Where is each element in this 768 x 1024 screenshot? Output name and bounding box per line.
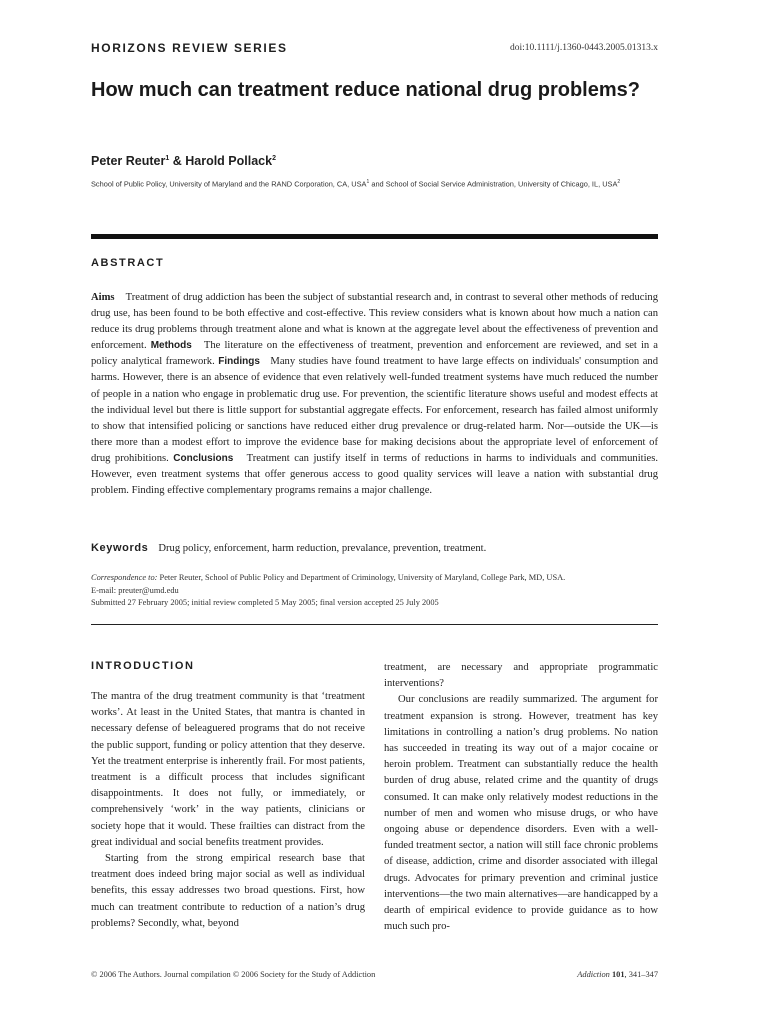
affiliation-marker: 1 bbox=[165, 154, 170, 162]
abstract-label-methods: Methods bbox=[150, 340, 192, 352]
abstract-heading: ABSTRACT bbox=[91, 257, 165, 269]
page-footer bbox=[91, 970, 658, 982]
copyright-notice: © 2006 The Authors. Journal compilation © 2006 Society for the Study of Addiction bbox=[91, 970, 376, 979]
correspondence-text: Peter Reuter, School of Public Policy and Department of Criminology, University of Maryland, College Park, MD, USA. bbox=[159, 573, 566, 582]
body-paragraph: Our conclusions are readily summarized. The argument for treatment expansion is strong. However, treatment has key limitations in controlling a nation’s drug problems. No nation has succeeded in treating its way out of a major cocaine or heroin problem. Treatment can substantially reduce the health burden of drug abuse, related crime and the quantity of drugs consumed. It can make only relatively modest reductions in the number of men and women who misuse drugs, or who have ongoing abuse or dependence disorders. Even with a well-funded treatment sector, a nation will still face chronic problems of disease, addiction, crime and disorder associated with illegal drugs. Advocates for primary prevention and criminal justice interventions—the two main alternatives—are handicapped by a dearth of empirical evidence to provide guidance as to how much such pro- bbox=[384, 694, 658, 933]
abstract-label-findings: Findings bbox=[218, 356, 260, 368]
correspondence-block bbox=[91, 572, 658, 610]
body-paragraph: Starting from the strong empirical research base that treatment does indeed bring major social as well as individual benefits, this essay addresses two broad questions. First, how much can treatment contribute to reduction of a nation’s drug problems? Secondly, what, beyond bbox=[91, 853, 365, 929]
author-line bbox=[91, 154, 276, 168]
keywords-text: Drug policy, enforcement, harm reduction, prevalance, prevention, treatment. bbox=[158, 543, 487, 554]
keywords-line bbox=[91, 542, 658, 554]
series-label: HORIZONS REVIEW SERIES bbox=[91, 41, 288, 55]
section-divider bbox=[91, 234, 658, 239]
correspondence-email[interactable]: E-mail: preuter@umd.edu bbox=[91, 585, 179, 595]
abstract-label-aims: Aims bbox=[91, 292, 115, 303]
abstract-label-conclusions: Conclusions bbox=[173, 452, 234, 464]
running-header bbox=[91, 41, 658, 59]
article-title: How much can treatment reduce national drug problems? bbox=[91, 79, 640, 101]
abstract-conclusions-text: Treatment can justify itself in terms of reductions in harms to individuals and communities. However, even treatment systems that offer generous access to good quality services will leave a nation with substantial drug problem. Finding effective complementary programs remains a major challenge. bbox=[91, 452, 658, 497]
abstract-text bbox=[91, 290, 658, 499]
body-paragraph: The mantra of the drug treatment community is that ‘treatment works’. At least in the United States, that mantra is chanted in necessary defense of beleaguered programs that do not receive the public support, funding or policy attention that they deserve. Yet the treatment enterprise is inherently frail. For most patients, treatment is a difficult process that includes significant disappointments. It does not fully, or immediately, or comprehensively ‘work’ in the way patients, clinicians or society hope that it would. These frailties can distract from the great individual and social benefits treatment provides. bbox=[91, 691, 366, 848]
body-paragraph: treatment, are necessary and appropriate programmatic interventions? bbox=[384, 662, 658, 690]
affiliation-marker: 1 bbox=[366, 179, 370, 185]
correspondence-line bbox=[91, 572, 658, 585]
section-divider bbox=[91, 624, 658, 625]
author-name: Harold Pollack bbox=[185, 154, 273, 168]
abstract-findings-text: Many studies have found treatment to have large effects on individuals' consumption and harms. However, there is an absence of evidence that even relatively well-funded treatment systems have much reduced the number of people in a nation who engage in problematic drug use. For prevention, the scientific literature shows useful and modest effects at the individual level but there is little support for substantial aggregate effects. For enforcement, research has failed almost uniformly to show that intensified policing or sanctions have reduced either drug prevalence or drug-related harm. Nor—outside the UK—is there more than a modest effort to improve the evidence base for making decisions about the appropriate level of enforcement of drug prohibitions. bbox=[91, 356, 658, 464]
submission-dates: Submitted 27 February 2005; initial review completed 5 May 2005; final version accepted 25 July 2005 bbox=[91, 598, 439, 607]
page-range: , 341–347 bbox=[624, 970, 658, 979]
correspondence-label: Correspondence to: bbox=[91, 573, 158, 582]
abstract-aims-text: Treatment of drug addiction has been the subject of substantial research and, in contrast to several other methods of reducing drug use, has been found to be both effective and cost-effective. This review considers what is known about how much a nation can reduce its drug problems through treatment alone and what is known at the aggregate level about the effectiveness of prevention and enforcement. bbox=[91, 292, 659, 352]
doi-link[interactable]: doi:10.1111/j.1360-0443.2005.01313.x bbox=[509, 43, 658, 53]
abstract-methods-text: The literature on the effectiveness of treatment, prevention and enforcement are reviewed, and set in a policy analytical framework. bbox=[91, 340, 658, 368]
affiliation-marker: 2 bbox=[617, 179, 621, 185]
introduction-heading: INTRODUCTION bbox=[91, 660, 195, 672]
citation bbox=[577, 970, 658, 979]
body-column-left bbox=[91, 660, 365, 932]
author-name: Peter Reuter bbox=[91, 154, 166, 168]
affiliation-text: and School of Social Service Administration, University of Chicago, IL, USA bbox=[369, 179, 618, 189]
journal-name: Addiction bbox=[577, 970, 610, 979]
keywords-label: Keywords bbox=[91, 542, 149, 554]
author-separator: & bbox=[169, 154, 186, 168]
volume-number: 101 bbox=[611, 970, 625, 979]
body-column-right bbox=[384, 660, 658, 935]
affiliation-marker: 2 bbox=[272, 154, 276, 162]
affiliations bbox=[91, 179, 681, 188]
affiliation-text: School of Public Policy, University of Maryland and the RAND Corporation, CA, USA bbox=[91, 179, 367, 189]
